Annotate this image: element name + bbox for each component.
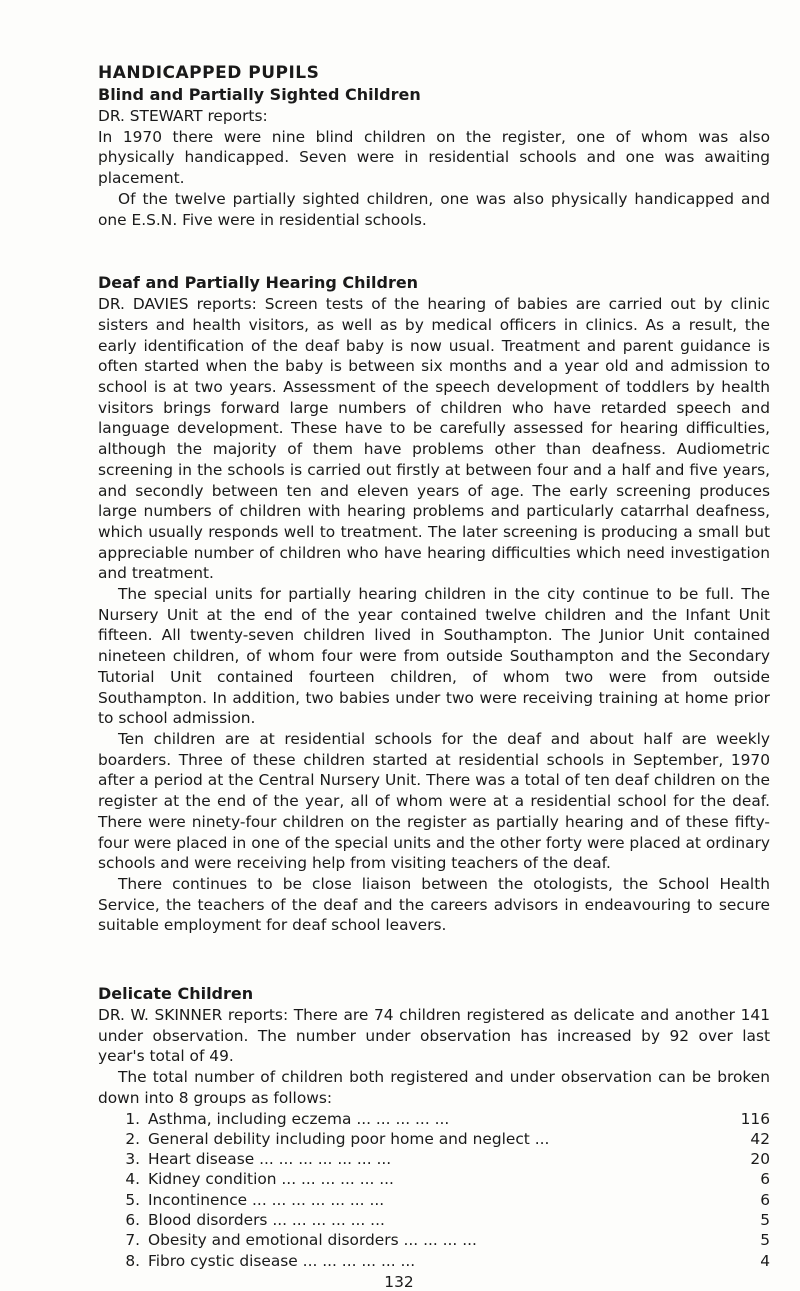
page (98, 62, 770, 1291)
item-label: Blood disorders ... ... ... ... ... ... (148, 1211, 385, 1230)
item-label: Asthma, including eczema ... ... ... ... ... (148, 1109, 450, 1128)
list-item (98, 1149, 770, 1169)
list-item (98, 1129, 770, 1149)
item-label: Heart disease ... ... ... ... ... ... ... (148, 1150, 392, 1169)
item-number: 8. (125, 1251, 140, 1270)
delicate-paragraph-1: DR. W. SKINNER reports: There are 74 children registered as delicate and another 141 under observation. The number under observation has increased by 92 over last year's total of 49. (98, 1006, 770, 1066)
list-item (98, 1190, 770, 1210)
item-value: 6 (760, 1190, 770, 1209)
blind-paragraph-2: Of the twelve partially sighted children, one was also physically handicapped and one E.S.N. Five were in residential schools. (98, 189, 770, 229)
page-number: 132 (384, 1272, 414, 1291)
item-value: 116 (740, 1109, 770, 1128)
item-value: 20 (750, 1150, 770, 1169)
item-value: 4 (760, 1251, 770, 1270)
item-label: Kidney condition ... ... ... ... ... ... (148, 1170, 394, 1189)
delicate-groups-list (98, 1109, 770, 1271)
deaf-paragraph-2: The special units for partially hearing children in the city continue to be full. The Nursery Unit at the end of the year contained twelve children and the Infant Unit fifteen. All twenty-seven children lived in Southampton. The Junior Unit contained nineteen children, of whom four were from outside Southampton and the Secondary Tutorial Unit contained fourteen children, of whom two were from outside Southampton. In addition, two babies under two were receiving training at home prior to school admission. (98, 585, 770, 728)
deaf-heading: Deaf and Partially Hearing Children (98, 273, 419, 293)
item-label: Fibro cystic disease ... ... ... ... ... ... (148, 1251, 416, 1270)
list-item (98, 1251, 770, 1271)
blind-reporter: DR. STEWART reports: (98, 107, 268, 125)
item-value: 6 (760, 1170, 770, 1189)
item-number: 6. (125, 1211, 140, 1230)
deaf-paragraph-4: There continues to be close liaison between the otologists, the School Health Service, the teachers of the deaf and the careers advisors in endeavouring to secure suitable employment for deaf school leavers. (98, 874, 770, 935)
page-title: HANDICAPPED PUPILS (98, 63, 320, 83)
item-value: 5 (760, 1211, 770, 1230)
blind-heading: Blind and Partially Sighted Children (98, 85, 421, 104)
list-item (98, 1230, 770, 1250)
list-item (98, 1210, 770, 1230)
item-label: Incontinence ... ... ... ... ... ... ... (148, 1190, 385, 1209)
item-number: 4. (125, 1170, 140, 1189)
item-number: 5. (125, 1190, 140, 1209)
item-number: 3. (125, 1150, 140, 1169)
item-label: General debility including poor home and neglect ... (148, 1129, 550, 1148)
item-number: 2. (125, 1129, 140, 1148)
list-item (98, 1109, 770, 1129)
item-value: 42 (750, 1129, 770, 1148)
list-item (98, 1169, 770, 1189)
deaf-paragraph-1: DR. DAVIES reports: Screen tests of the hearing of babies are carried out by clinic sisters and health visitors, as well as by medical officers in clinics. As a result, the early identification of the deaf baby is now usual. Treatment and parent guidance is often started when the baby is between six months and a year old and admission to school is at two years. Assessment of the speech development of toddlers by health visitors brings forward large numbers of children who have retarded speech and language development. These have to be carefully assessed for hearing difficulties, although the majority of them have problems other than deafness. Audiometric screening in the schools is carried out firstly at between four and a half and five years, and secondly between ten and eleven years of age. The early screening produces large numbers of children with hearing problems and particularly catarrhal deafness, which usually responds well to treatment. The later screening is producing a small but appreciable number of children who have hearing difficulties which need investigation and treatment. (98, 295, 770, 583)
item-number: 1. (125, 1109, 140, 1128)
blind-paragraph-1: In 1970 there were nine blind children on the register, one of whom was also physically handicapped. Seven were in residential schools and one was awaiting placement. (98, 127, 770, 188)
item-value: 5 (760, 1231, 770, 1250)
deaf-paragraph-3: Ten children are at residential schools for the deaf and about half are weekly boarders. Three of these children started at residential schools in September, 1970 after a period at the Central Nursery Unit. There was a total of ten deaf children on the register at the end of the year, all of whom were at a residential school for the deaf. There were ninety-four children on the register as partially hearing and of these fifty-four were placed in one of the special units and the other forty were placed at ordinary schools and were receiving help from visiting teachers of the deaf. (98, 729, 771, 873)
item-label: Obesity and emotional disorders ... ... ... ... (148, 1231, 477, 1250)
delicate-heading: Delicate Children (98, 984, 254, 1004)
item-number: 7. (125, 1231, 140, 1250)
delicate-paragraph-2: The total number of children both registered and under observation can be broken down into 8 groups as follows: (98, 1068, 770, 1107)
